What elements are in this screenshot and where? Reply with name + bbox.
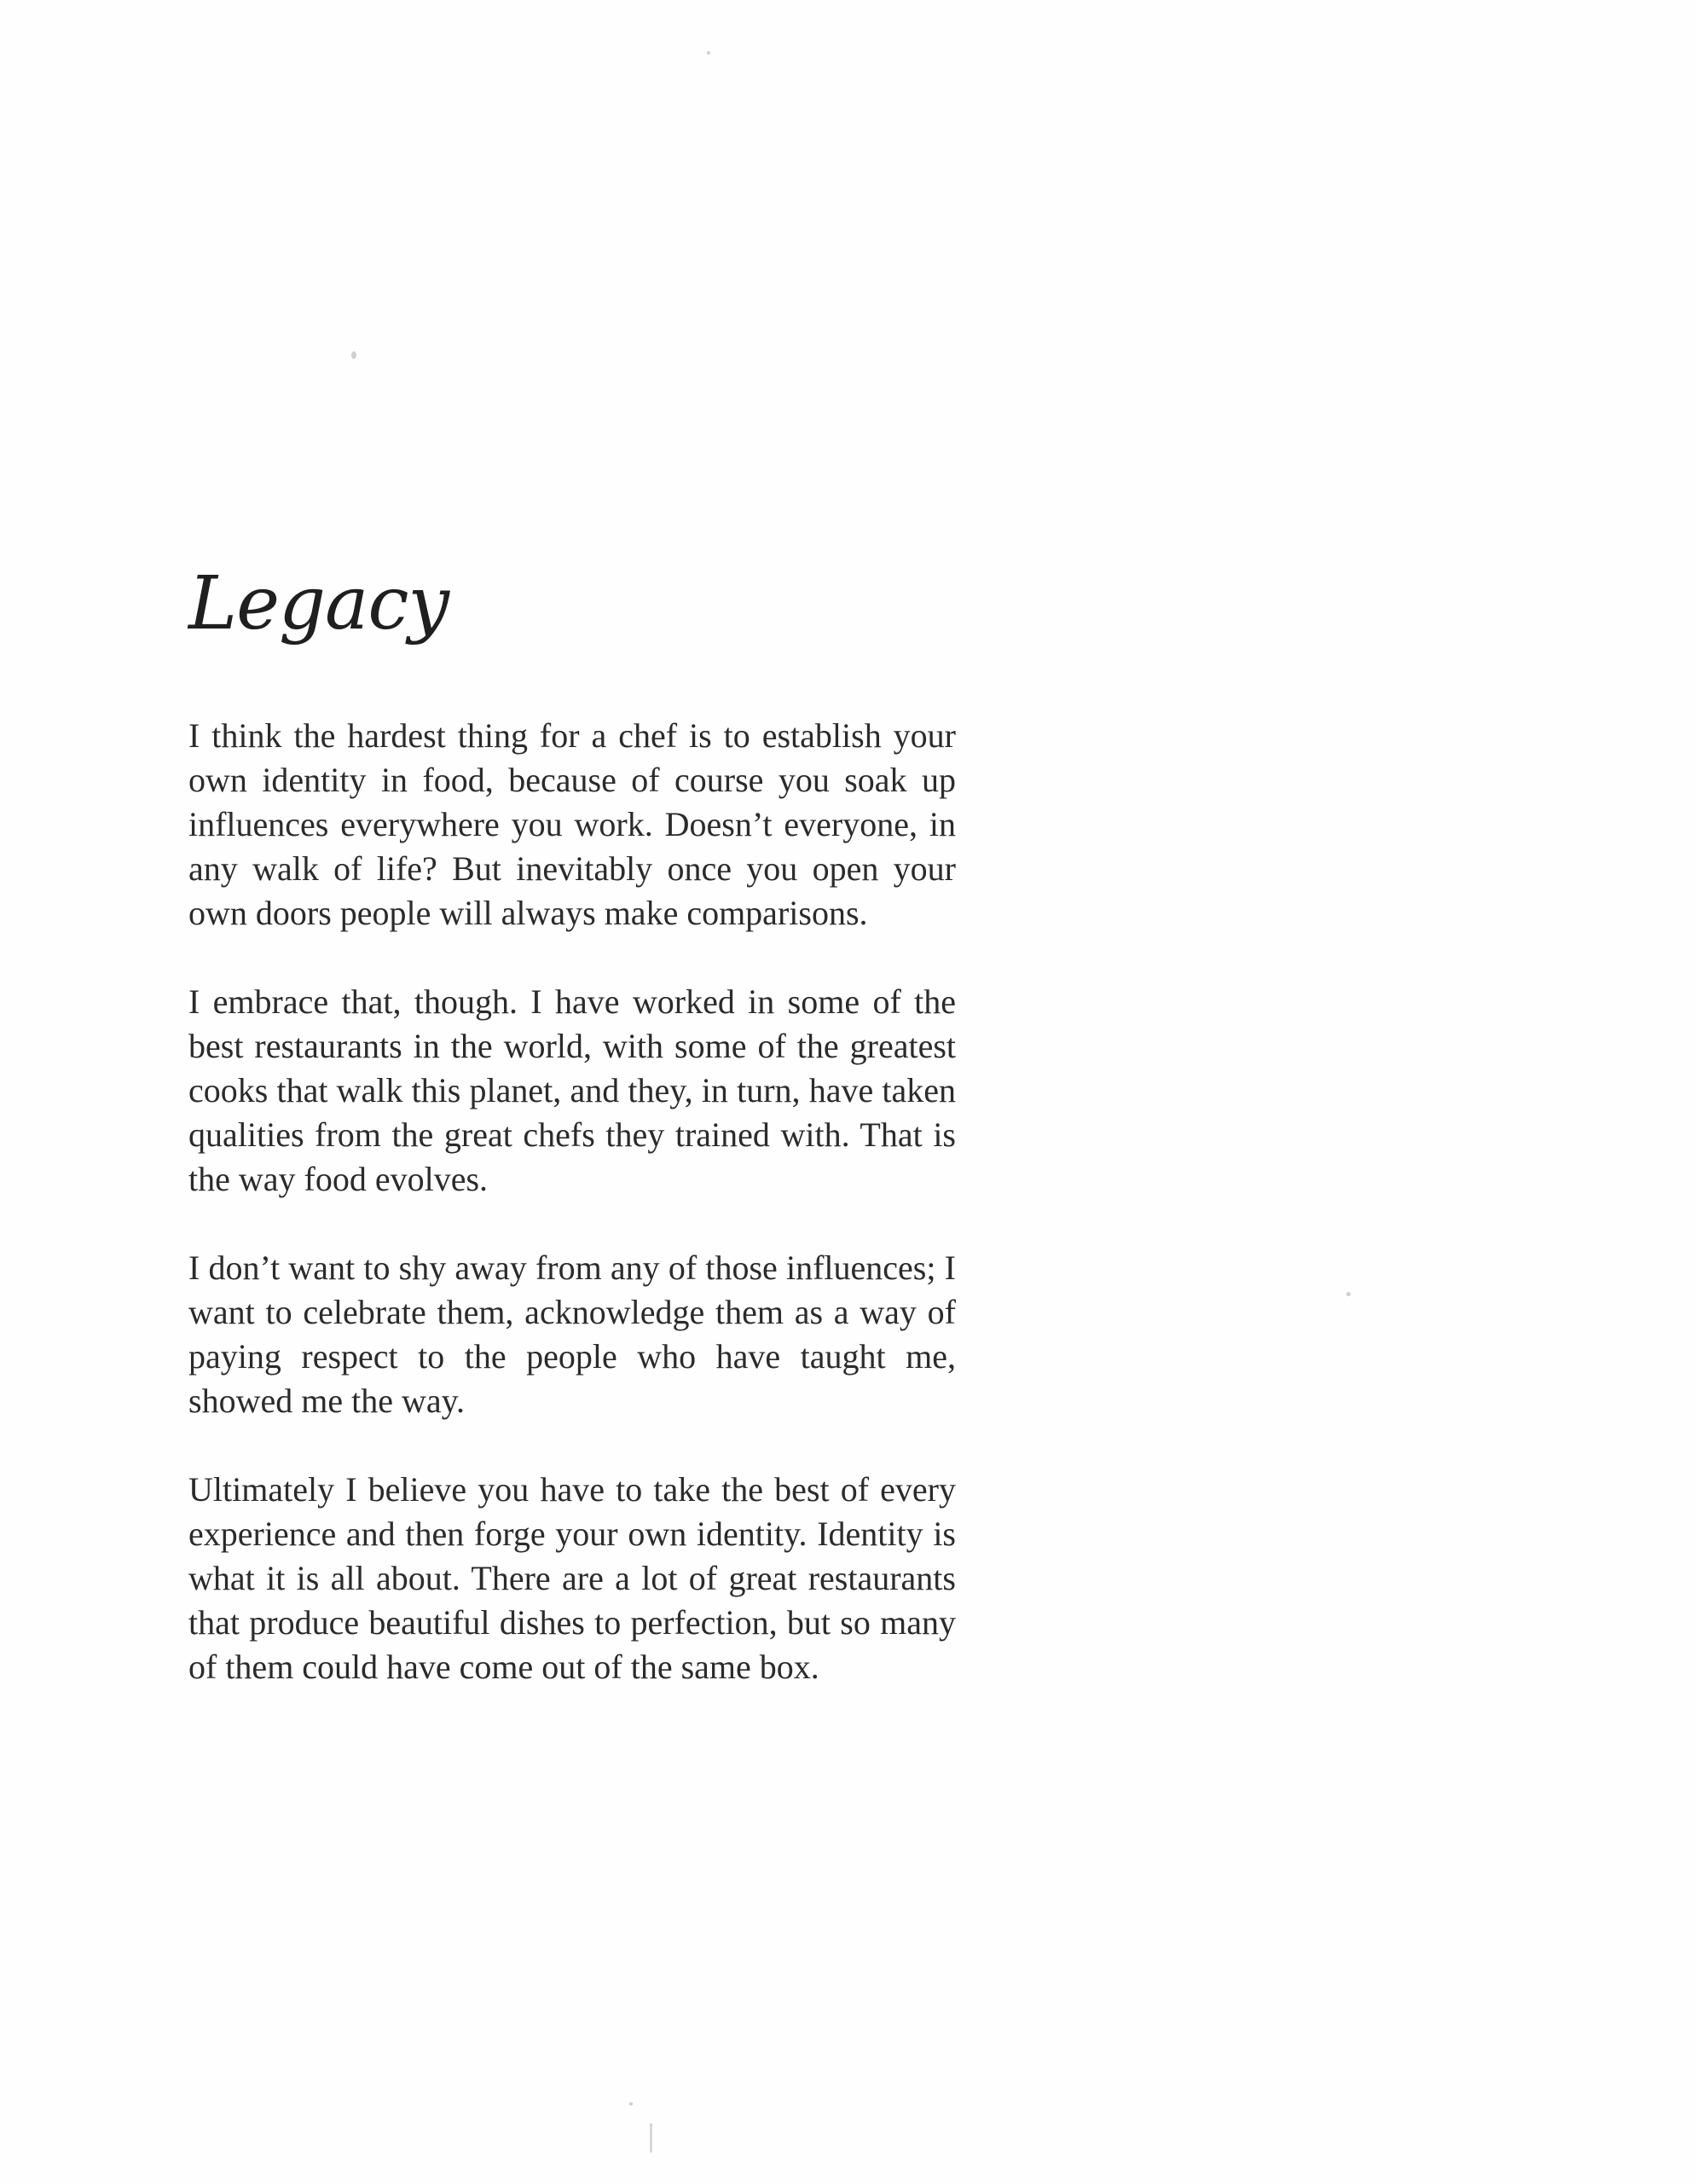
paragraph-1: I think the hardest thing for a chef is to establish your own identity in food, because of course you soak up influences everywhere you work. Doesn’t everyone, in any walk of life? But inevitably once you open your own doors people will always make comparisons. [188,716,956,932]
scan-speck [629,2102,633,2106]
paragraph-3: I don’t want to shy away from any of those influences; I want to celebrate them, acknowledge them as a way of paying respect to the people who have taught me, showed me the way. [188,1248,956,1420]
scan-speck [351,351,356,359]
scan-mark [650,2123,652,2152]
article [188,561,956,1734]
scan-speck [707,51,710,55]
scan-speck [1346,1292,1351,1296]
paragraph-4: Ultimately I believe you have to take the best of every experience and then forge your own identity. Identity is what it is all about. There are a lot of great restaurants that produce beautiful dishes to perfection, but so many of them could have come out of the same box. [188,1470,956,1686]
paragraph-2: I embrace that, though. I have worked in some of the best restaurants in the world, with some of the greatest cooks that walk this planet, and they, in turn, have taken qualities from the great chefs they trained with. That is the way food evolves. [188,982,956,1198]
article-title: Legacy [188,561,449,646]
